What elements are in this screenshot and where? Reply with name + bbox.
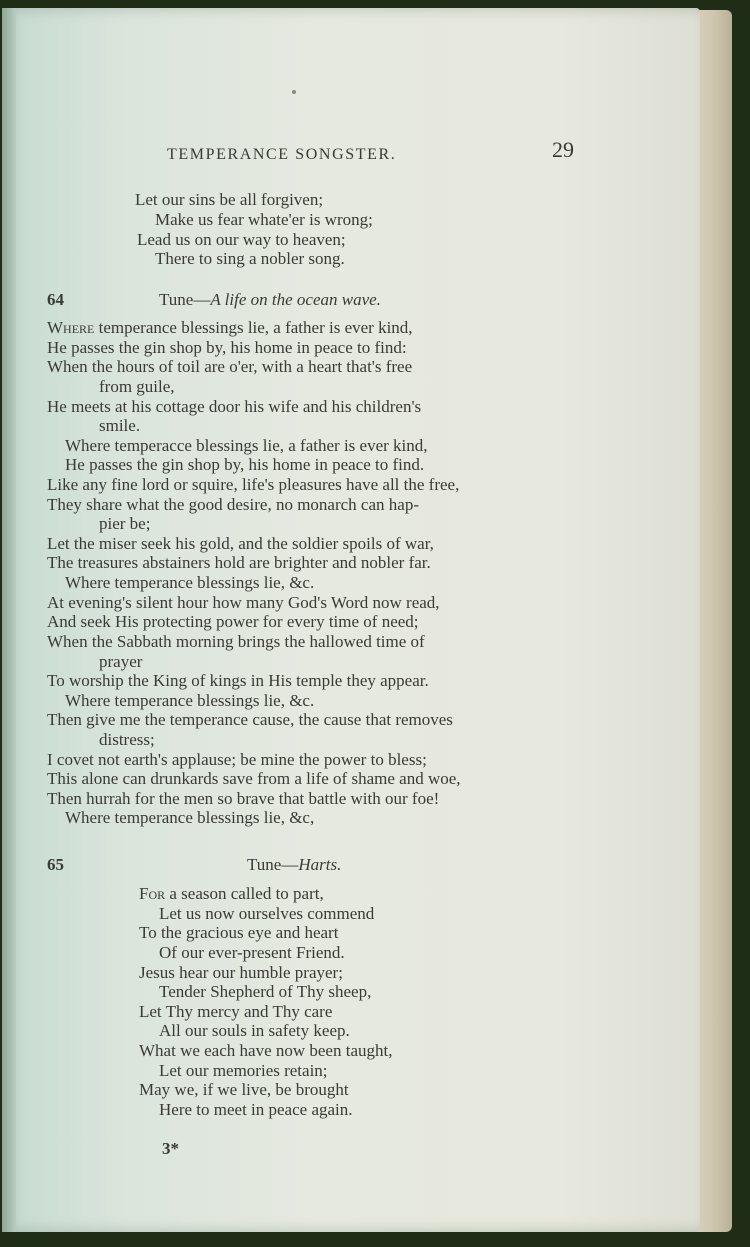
book-page	[2, 8, 700, 1232]
hymn-64-line: And seek His protecting power for every time of need;	[47, 612, 419, 631]
hymn-65-line: All our souls in safety keep.	[159, 1021, 350, 1040]
hymn-number-65: 65	[47, 855, 64, 874]
hymn-64-line: Let the miser seek his gold, and the soldier spoils of war,	[47, 534, 434, 553]
hymn-65-line: Jesus hear our humble prayer;	[139, 963, 343, 982]
hymn-65-line: For a season called to part,	[139, 884, 324, 903]
hymn-64-line: Where temperacce blessings lie, a father is ever kind,	[65, 436, 428, 455]
hymn-64-line: At evening's silent hour how many God's Word now read,	[47, 593, 440, 612]
hymn-65-tune: Tune—Harts.	[247, 855, 342, 874]
page-number: 29	[552, 137, 574, 162]
hymn-64-line: To worship the King of kings in His temple they appear.	[47, 671, 429, 690]
hymn-64-line: He meets at his cottage door his wife and his children's	[47, 397, 422, 416]
hymn-64-line: Where temperance blessings lie, a father is ever kind,	[47, 318, 413, 337]
hymn-number-64: 64	[47, 290, 64, 309]
continuation-line: Make us fear whate'er is wrong;	[155, 210, 373, 229]
ink-speck	[292, 90, 296, 94]
hymn-65-line: May we, if we live, be brought	[139, 1080, 349, 1099]
hymn-65-line: What we each have now been taught,	[139, 1041, 393, 1060]
hymn-64-line: from guile,	[99, 377, 175, 396]
hymn-64-line: I covet not earth's applause; be mine the power to bless;	[47, 750, 427, 769]
hymn-65-line: Of our ever-present Friend.	[159, 943, 345, 962]
hymn-64-line: This alone can drunkards save from a life of shame and woe,	[47, 769, 461, 788]
hymn-64-line: Like any fine lord or squire, life's pleasures have all the free,	[47, 475, 460, 494]
running-title: TEMPERANCE SONGSTER.	[167, 146, 397, 163]
continuation-line: There to sing a nobler song.	[155, 249, 345, 268]
hymn-65-line: Let us now ourselves commend	[159, 904, 375, 923]
hymn-64-tune: Tune—A life on the ocean wave.	[159, 290, 381, 309]
hymn-65-line: Let Thy mercy and Thy care	[139, 1002, 333, 1021]
hymn-65-line: Tender Shepherd of Thy sheep,	[159, 982, 372, 1001]
hymn-65-line: To the gracious eye and heart	[139, 923, 339, 942]
page-gutter	[2, 8, 16, 1232]
hymn-64-line: prayer	[99, 652, 143, 671]
hymn-64-line: Where temperance blessings lie, &c.	[65, 691, 315, 710]
hymn-64-line: Then hurrah for the men so brave that battle with our foe!	[47, 789, 440, 808]
hymn-64-line: Then give me the temperance cause, the cause that removes	[47, 710, 453, 729]
hymn-64-line: The treasures abstainers hold are brighter and nobler far.	[47, 553, 431, 572]
hymn-64-line: smile.	[99, 416, 141, 435]
hymn-64-line: When the Sabbath morning brings the hallowed time of	[47, 632, 425, 651]
hymn-64-line: pier be;	[99, 514, 151, 533]
hymn-64-line: He passes the gin shop by, his home in peace to find:	[47, 338, 407, 357]
hymn-65-line: Here to meet in peace again.	[159, 1100, 353, 1119]
hymn-64-line: Where temperance blessings lie, &c.	[65, 573, 315, 592]
hymn-64-line: When the hours of toil are o'er, with a heart that's free	[47, 357, 413, 376]
hymn-65-line: Let our memories retain;	[159, 1061, 328, 1080]
continuation-line: Let our sins be all forgiven;	[135, 190, 324, 209]
hymn-64-line: He passes the gin shop by, his home in peace to find.	[65, 455, 425, 474]
hymn-64-line: distress;	[99, 730, 155, 749]
continuation-line: Lead us on our way to heaven;	[137, 230, 346, 249]
hymn-64-line: They share what the good desire, no monarch can hap-	[47, 495, 419, 514]
signature-mark: 3*	[162, 1139, 179, 1158]
hymn-64-line: Where temperance blessings lie, &c,	[65, 808, 315, 827]
